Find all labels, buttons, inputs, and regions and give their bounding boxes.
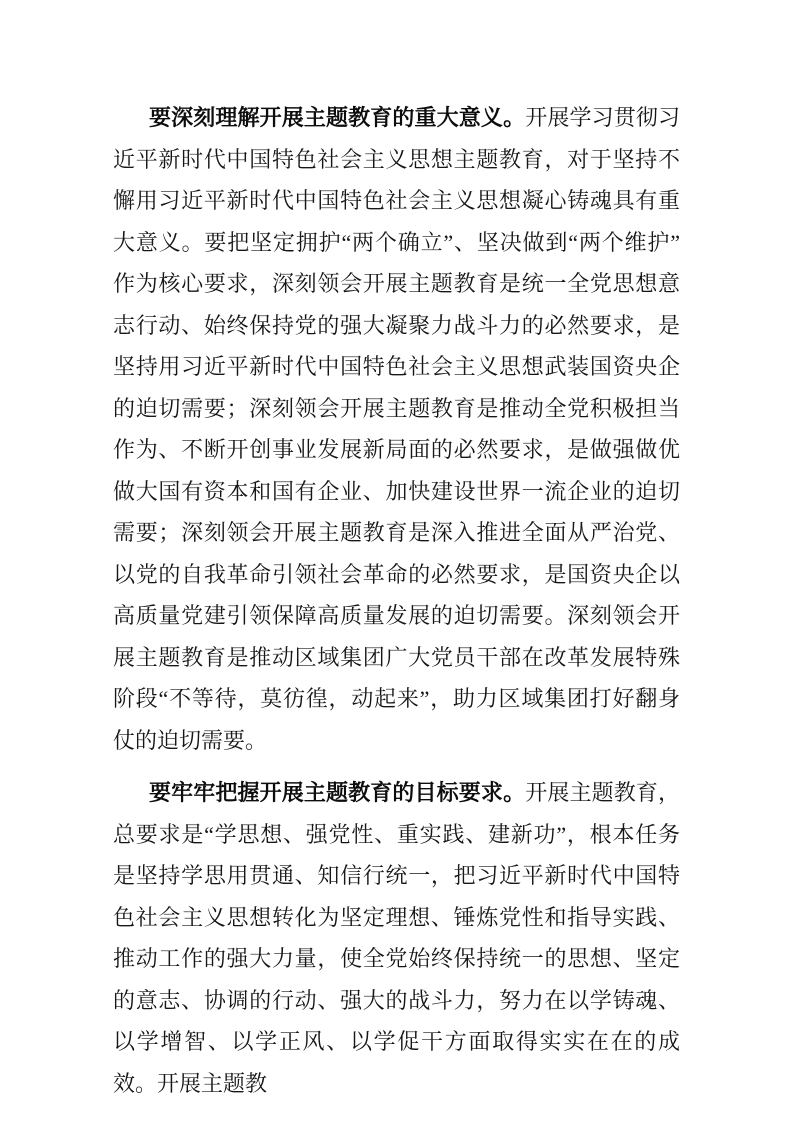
paragraph-body-text: 开展学习贯彻习近平新时代中国特色社会主义思想主题教育，对于坚持不懈用习近平新时代中国特色社会主义思想凝心铸魂具有重大意义。要把坚定拥护“两个确立”、坚决做到“两个维护”作为核心要求，深刻领会开展主题教育是统一全党思想意志行动、始终保持党的强大凝聚力战斗力的必然要求，是坚持用习近平新时代中国特色社会主义思想武装国资央企的迫切需要；深刻领会开展主题教育是推动全党积极担当作为、不断开创事业发展新局面的必然要求，是做强做优做大国有资本和国有企业、加快建设世界一流企业的迫切需要；深刻领会开展主题教育是深入推进全面从严治党、以党的自我革命引领社会革命的必然要求，是国资央企以高质量党建引领保障高质量发展的迫切需要。深刻领会开展主题教育是推动区域集团广大党员干部在改革发展特殊阶段“不等待，莫彷徨，动起来”，助力区域集团打好翻身仗的迫切需要。 <box>113 105 680 753</box>
paragraph <box>113 772 680 1104</box>
paragraph <box>113 97 680 761</box>
paragraph-body-text: 开展主题教育，总要求是“学思想、强党性、重实践、建新功”，根本任务是坚持学思用贯通、知信行统一，把习近平新时代中国特色社会主义思想转化为坚定理想、锤炼党性和指导实践、推动工作的强大力量，使全党始终保持统一的思想、坚定的意志、协调的行动、强大的战斗力，努力在以学铸魂、以学增智、以学正风、以学促干方面取得实实在在的成效。开展主题教 <box>113 780 680 1096</box>
paragraph-lead: 要深刻理解开展主题教育的重大意义。 <box>149 105 526 130</box>
paragraph-lead: 要牢牢把握开展主题教育的目标要求。 <box>149 780 526 805</box>
